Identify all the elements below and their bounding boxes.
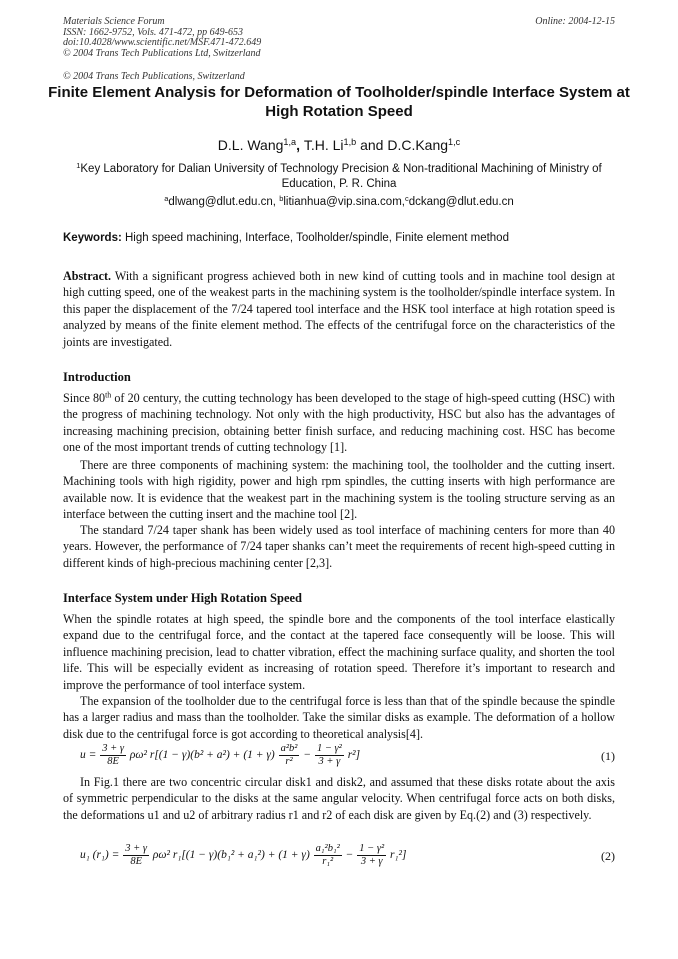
interface-paragraph: The expansion of the toolholder due to the centrifugal force is less than that of the spindle because the spindle has a larger radius and mass than the toolholder. Take the similar disks as example. The deformation of a hollow disk due to the centrifugal force is got according to theoretical analysis[4]. <box>63 694 615 741</box>
author-separator: and <box>356 137 388 153</box>
eq-term: r₁²] <box>390 849 407 862</box>
email-mark: b <box>279 193 284 203</box>
affiliation-mark: 1 <box>76 160 81 170</box>
author-list <box>40 137 638 153</box>
eq-term: ρω² r[(1 − γ)(b² + a²) + (1 + γ) <box>129 749 275 762</box>
intro-paragraph: There are three components of machining system: the machining tool, the toolholder and the cutting insert. Machining tools with high rigidity, power and high rpm spindles, the cutting inserts with high performance are available now. It is evidence that the weakest part in the machining system is the tooling structure serving as an interface between the cutting insert and the machine tool [2]. <box>63 458 615 522</box>
journal-name: Materials Science Forum <box>63 16 165 27</box>
abstract-label: Abstract. <box>63 269 112 283</box>
intro-text: of 20 century, the cutting technology has been developed to the stage of high-speed cutting (HSC) with the progress of machining technology. Not only with the high productivity, HSC but also has the advantages of increasing machining precision, obtaining better finish surface, and reducing machining cost. HSC has become one of the most important trends of cutting technology [1]. <box>63 391 615 455</box>
intro-paragraph: The standard 7/24 taper shank has been widely used as tool interface of machining centers for more than 40 years. However, the performance of 7/24 taper shanks can’t meet the requirements of recent high-speed cutting in different kinds of high-precious machining center [2,3]. <box>63 523 615 570</box>
eq-denominator: 3 + γ <box>318 756 341 767</box>
eq-denominator: 3 + γ <box>360 856 383 867</box>
email-mark: a <box>164 193 169 203</box>
eq-numerator: 3 + γ <box>125 843 148 854</box>
copyright-line: © 2004 Trans Tech Publications, Switzerland <box>63 71 245 82</box>
paper-title: Finite Element Analysis for Deformation of Toolholder/spindle Interface System at High Rotation Speed <box>48 84 630 120</box>
eq-term: r²] <box>347 749 361 762</box>
eq-numerator: 1 − γ² <box>359 843 385 854</box>
author-separator: , <box>296 137 304 153</box>
eq-fraction <box>123 843 149 868</box>
intro-paragraph <box>63 390 615 456</box>
ordinal-suffix: th <box>105 390 112 400</box>
eq-numerator: a₁²b₁² <box>315 843 340 854</box>
eq-term: ρω² r₁[(1 − γ)(b₁² + a₁²) + (1 + γ) <box>152 849 310 862</box>
affiliation-text: Key Laboratory for Dalian University of Technology Precision & Non-traditional Machining of Ministry of Education, P. R. China <box>80 163 602 190</box>
interface-paragraph: In Fig.1 there are two concentric circular disk1 and disk2, and assumed that these disks rotate about the axis of symmetric perpendicular to the disks at the same angular velocity. When centrifugal force acts on both disks, the deformations u1 and u2 of arbitrary radius r1 and r2 of each disk are given by Eq.(2) and (3) respectively. <box>63 775 615 822</box>
email-link[interactable]: dlwang@dlut.edu.cn, <box>168 196 280 208</box>
equation-2 <box>80 843 615 868</box>
eq-fraction <box>100 743 126 768</box>
eq-numerator: a²b² <box>280 743 298 754</box>
issn-line: ISSN: 1662-9752, Vols. 471-472, pp 649-653 <box>63 26 243 38</box>
author-name: D.L. Wang <box>217 137 284 153</box>
eq-denominator: r² <box>285 756 293 767</box>
author-name: D.C.Kang <box>387 137 449 153</box>
equation-number: (2) <box>601 849 615 863</box>
email-list <box>40 193 638 208</box>
email-mark: c <box>404 193 409 203</box>
eq-operator: − <box>345 849 354 862</box>
equation-number: (1) <box>601 749 615 763</box>
email-link[interactable]: litianhua@vip.sina.com, <box>283 196 405 208</box>
journal-header <box>63 17 261 59</box>
eq-operator: − <box>303 749 312 762</box>
eq-lhs: u = <box>80 749 97 762</box>
email-link[interactable]: dckang@dlut.edu.cn <box>408 196 514 208</box>
abstract-text: With a significant progress achieved both in new kind of cutting tools and in machine tool design at high cutting speed, one of the weakest parts in the machining system is the toolholder/spindle interface system. In this paper the displacement of the 7/24 tapered tool interface and the HSK tool interface at high rotation speed is analyzed by means of the finite element method. The effects of the centrifugal force on the characteristics of the joints are investigated. <box>63 269 615 349</box>
publisher-line: © 2004 Trans Tech Publications Ltd, Switzerland <box>63 47 261 59</box>
eq-fraction <box>315 743 344 768</box>
abstract <box>63 268 615 350</box>
doi-line[interactable]: doi:10.4028/www.scientific.net/MSF.471-472.649 <box>63 37 262 49</box>
author-affil-mark: 1,c <box>448 137 461 147</box>
affiliation <box>60 162 618 192</box>
keywords-text: High speed machining, Interface, Toolholder/spindle, Finite element method <box>121 232 509 244</box>
author-name: T.H. Li <box>303 137 344 153</box>
keywords <box>63 232 615 244</box>
eq-denominator: 8E <box>130 856 142 867</box>
eq-numerator: 1 − γ² <box>316 743 342 754</box>
author-affil-mark: 1,b <box>343 137 357 147</box>
eq-fraction <box>314 843 342 868</box>
eq-numerator: 3 + γ <box>102 743 124 754</box>
eq-fraction <box>279 743 300 768</box>
eq-denominator: 8E <box>107 756 119 767</box>
interface-paragraph: When the spindle rotates at high speed, the spindle bore and the components of the tool interface elastically expand due to the centrifugal force, and the contact at the tapered face consequently will be loose. This will influence machining precision, lead to chatter vibration, effect the machining surface quality, and shorten the tool life. This will be especially evident as increasing of rotation speed. Therefore it’s important to research and improve the performance of tool interface system. <box>63 612 615 692</box>
author-affil-mark: 1,a <box>283 137 297 147</box>
section-heading-interface: Interface System under High Rotation Speed <box>63 591 303 605</box>
intro-text: Since 80 <box>63 391 106 405</box>
eq-fraction <box>357 843 386 868</box>
online-date: Online: 2004-12-15 <box>535 16 615 27</box>
eq-denominator: r₁² <box>322 856 334 867</box>
eq-lhs: u₁ (r₁) = <box>80 849 120 862</box>
equation-1 <box>80 743 615 768</box>
section-heading-introduction: Introduction <box>63 370 131 384</box>
keywords-label: Keywords: <box>63 232 122 244</box>
